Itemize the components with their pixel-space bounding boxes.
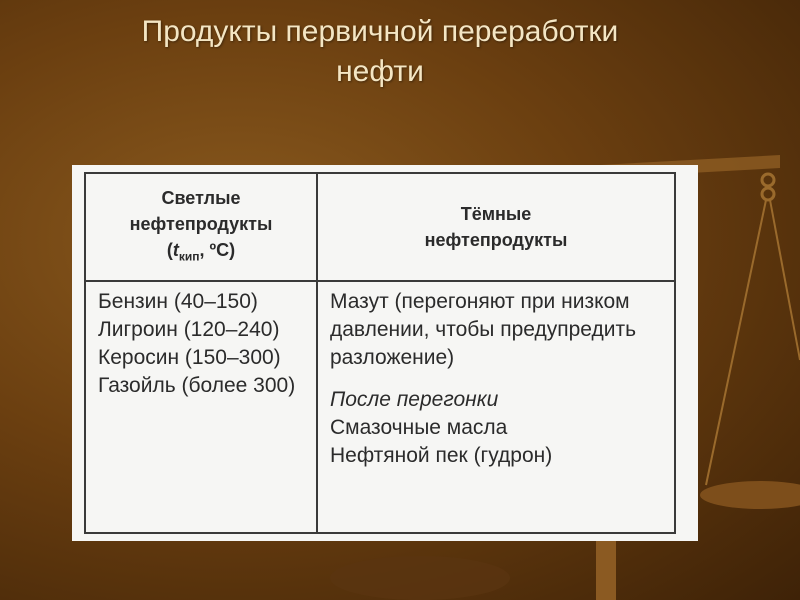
oil-products-table	[84, 172, 676, 534]
boiling-temp-sub: кип	[178, 249, 200, 264]
list-item: Нефтяной пек (гудрон)	[330, 444, 553, 467]
light-header-line-1: Светлые	[161, 187, 241, 208]
list-item: Керосин (150–300)	[98, 346, 281, 369]
after-distillation-label: После перегонки	[330, 388, 499, 411]
dark-products-list	[318, 282, 674, 532]
boiling-temp-unit: , ºС)	[199, 239, 236, 260]
mazut-line-1: Мазут (перегоняют при низком	[330, 290, 630, 313]
light-header-line-2: нефтепродукты	[129, 213, 273, 234]
list-item: Бензин (40–150)	[98, 290, 258, 313]
slide-title-line-2: нефти	[336, 55, 424, 88]
mazut-line-3: разложение)	[330, 346, 455, 369]
list-item: Смазочные масла	[330, 416, 508, 439]
slide-title	[60, 12, 700, 92]
list-item: Газойль (более 300)	[98, 374, 296, 397]
dark-products-header	[318, 174, 674, 282]
list-item: Лигроин (120–240)	[98, 318, 280, 341]
boiling-temp-var: t	[172, 239, 179, 260]
dark-header-line-1: Тёмные	[460, 204, 532, 224]
dark-header-line-2: нефтепродукты	[424, 230, 568, 250]
mazut-line-2: давлении, чтобы предупредить	[330, 318, 637, 341]
light-products-header	[86, 174, 318, 282]
slide-title-line-1: Продукты первичной переработки	[141, 15, 619, 48]
light-header-line-3: ($t_{кип}$, ºС)	[166, 239, 236, 264]
light-products-list	[86, 282, 318, 532]
